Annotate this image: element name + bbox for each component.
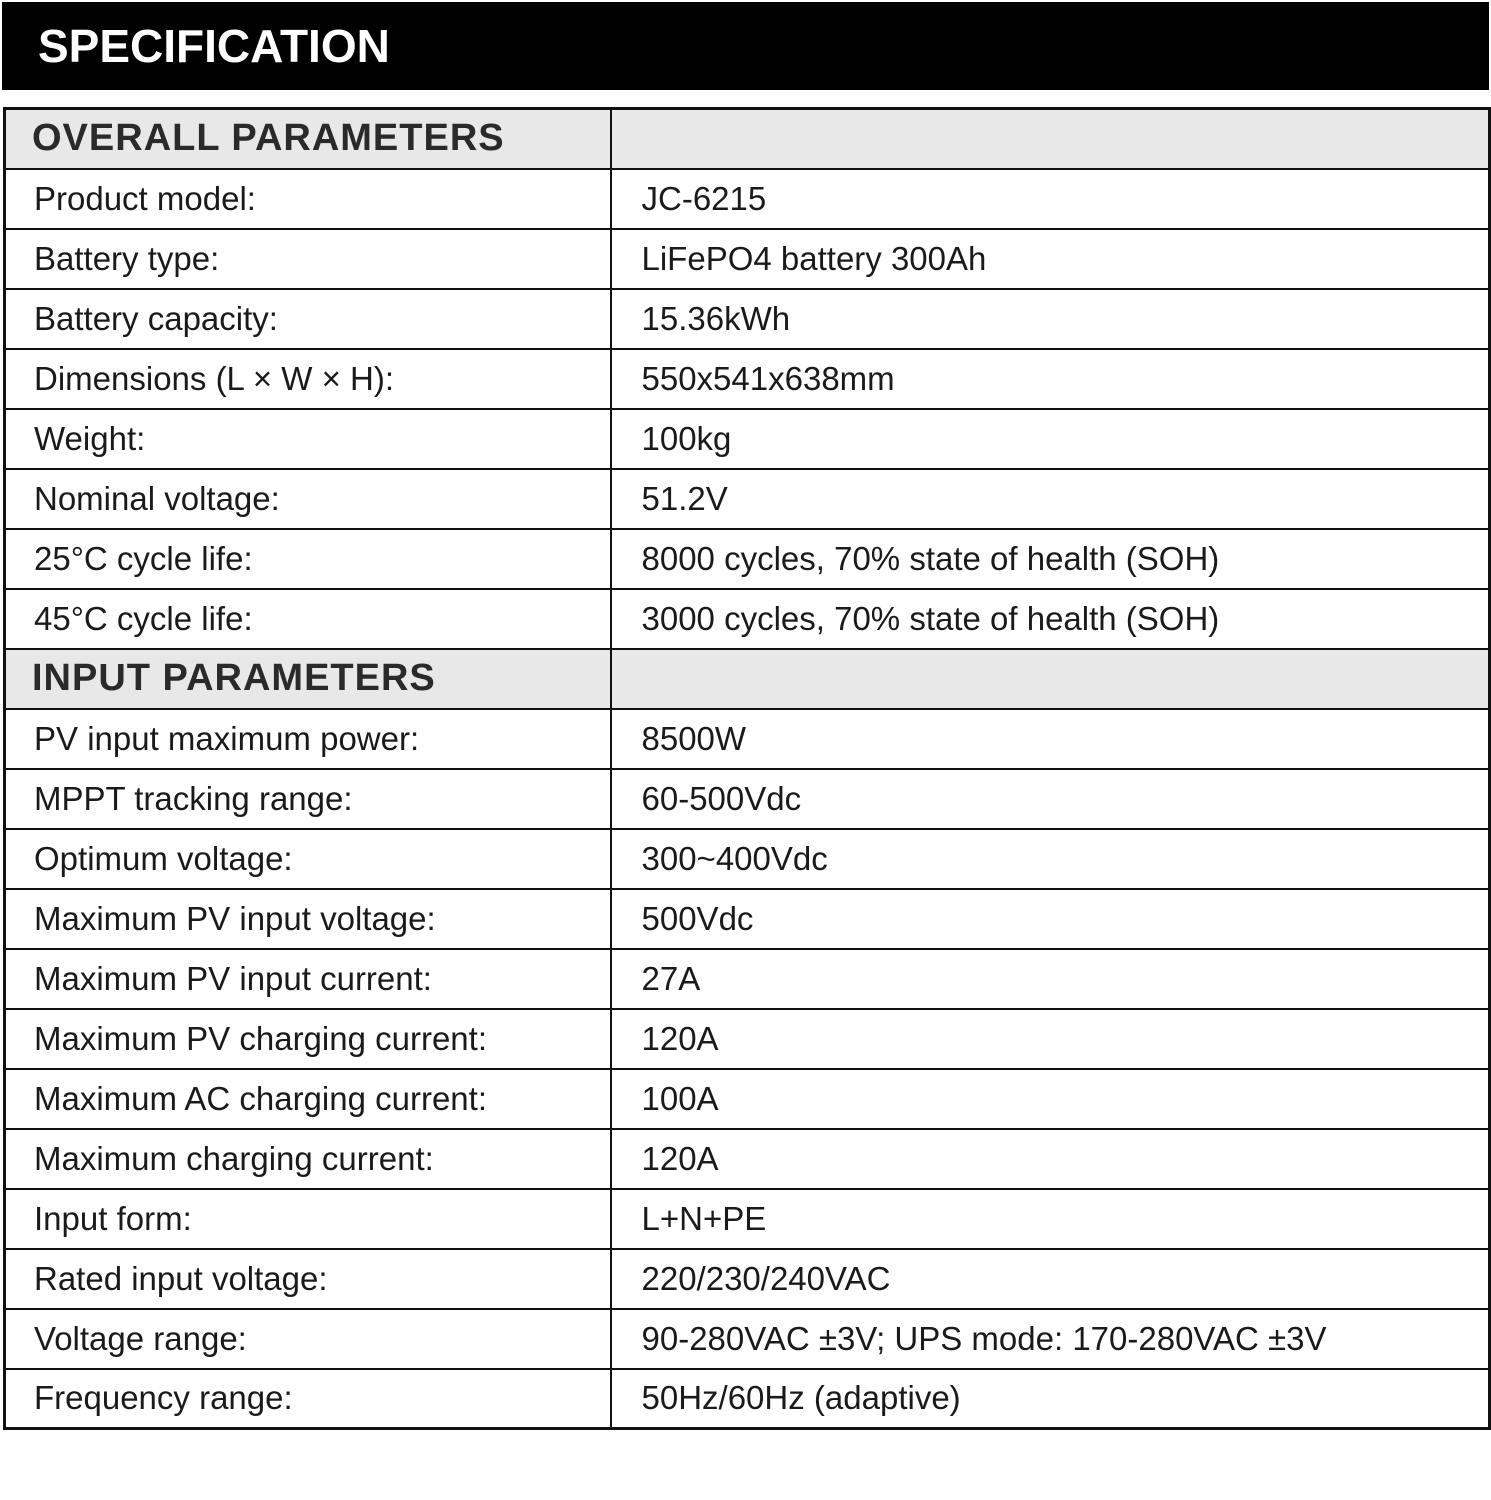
table-row xyxy=(5,829,1490,889)
section-blank xyxy=(611,649,1490,709)
row-label: Maximum AC charging current: xyxy=(5,1069,611,1129)
row-value: 100A xyxy=(611,1069,1490,1129)
row-value: 90-280VAC ±3V; UPS mode: 170-280VAC ±3V xyxy=(611,1309,1490,1369)
row-label: Product model: xyxy=(5,169,611,229)
row-label: Input form: xyxy=(5,1189,611,1249)
table-row xyxy=(5,1309,1490,1369)
table-row xyxy=(5,769,1490,829)
row-value: JC-6215 xyxy=(611,169,1490,229)
table-row xyxy=(5,349,1490,409)
table-row xyxy=(5,1189,1490,1249)
spec-table xyxy=(3,107,1491,1430)
row-value: 220/230/240VAC xyxy=(611,1249,1490,1309)
row-label: Battery type: xyxy=(5,229,611,289)
row-value: 8000 cycles, 70% state of health (SOH) xyxy=(611,529,1490,589)
row-value: 60-500Vdc xyxy=(611,769,1490,829)
row-label: MPPT tracking range: xyxy=(5,769,611,829)
row-value: 120A xyxy=(611,1009,1490,1069)
row-label: Maximum PV input current: xyxy=(5,949,611,1009)
table-row xyxy=(5,1129,1490,1189)
row-label: PV input maximum power: xyxy=(5,709,611,769)
row-value: L+N+PE xyxy=(611,1189,1490,1249)
table-row xyxy=(5,589,1490,649)
row-value: 300~400Vdc xyxy=(611,829,1490,889)
row-value: 100kg xyxy=(611,409,1490,469)
section-header-input xyxy=(5,649,1490,709)
row-label: Dimensions (L × W × H): xyxy=(5,349,611,409)
table-row xyxy=(5,889,1490,949)
row-value: LiFePO4 battery 300Ah xyxy=(611,229,1490,289)
page-title: SPECIFICATION xyxy=(38,20,390,72)
table-row xyxy=(5,1009,1490,1069)
row-value: 500Vdc xyxy=(611,889,1490,949)
row-label: Battery capacity: xyxy=(5,289,611,349)
row-value: 120A xyxy=(611,1129,1490,1189)
row-value: 50Hz/60Hz (adaptive) xyxy=(611,1369,1490,1429)
section-title: OVERALL PARAMETERS xyxy=(5,109,611,169)
row-label: Maximum PV input voltage: xyxy=(5,889,611,949)
table-row xyxy=(5,469,1490,529)
section-header-overall xyxy=(5,109,1490,169)
section-blank xyxy=(611,109,1490,169)
row-value: 8500W xyxy=(611,709,1490,769)
table-row xyxy=(5,1249,1490,1309)
row-label: 45°C cycle life: xyxy=(5,589,611,649)
row-value: 550x541x638mm xyxy=(611,349,1490,409)
table-row xyxy=(5,1369,1490,1429)
row-value: 27A xyxy=(611,949,1490,1009)
row-label: 25°C cycle life: xyxy=(5,529,611,589)
row-label: Weight: xyxy=(5,409,611,469)
row-label: Frequency range: xyxy=(5,1369,611,1429)
row-label: Optimum voltage: xyxy=(5,829,611,889)
row-label: Maximum PV charging current: xyxy=(5,1009,611,1069)
table-row xyxy=(5,529,1490,589)
table-row xyxy=(5,709,1490,769)
table-row xyxy=(5,289,1490,349)
title-bar xyxy=(2,2,1489,90)
row-label: Rated input voltage: xyxy=(5,1249,611,1309)
row-value: 15.36kWh xyxy=(611,289,1490,349)
section-title: INPUT PARAMETERS xyxy=(5,649,611,709)
row-value: 51.2V xyxy=(611,469,1490,529)
row-label: Maximum charging current: xyxy=(5,1129,611,1189)
row-label: Voltage range: xyxy=(5,1309,611,1369)
row-label: Nominal voltage: xyxy=(5,469,611,529)
table-row xyxy=(5,1069,1490,1129)
table-row xyxy=(5,949,1490,1009)
table-row xyxy=(5,409,1490,469)
table-row xyxy=(5,229,1490,289)
row-value: 3000 cycles, 70% state of health (SOH) xyxy=(611,589,1490,649)
table-row xyxy=(5,169,1490,229)
